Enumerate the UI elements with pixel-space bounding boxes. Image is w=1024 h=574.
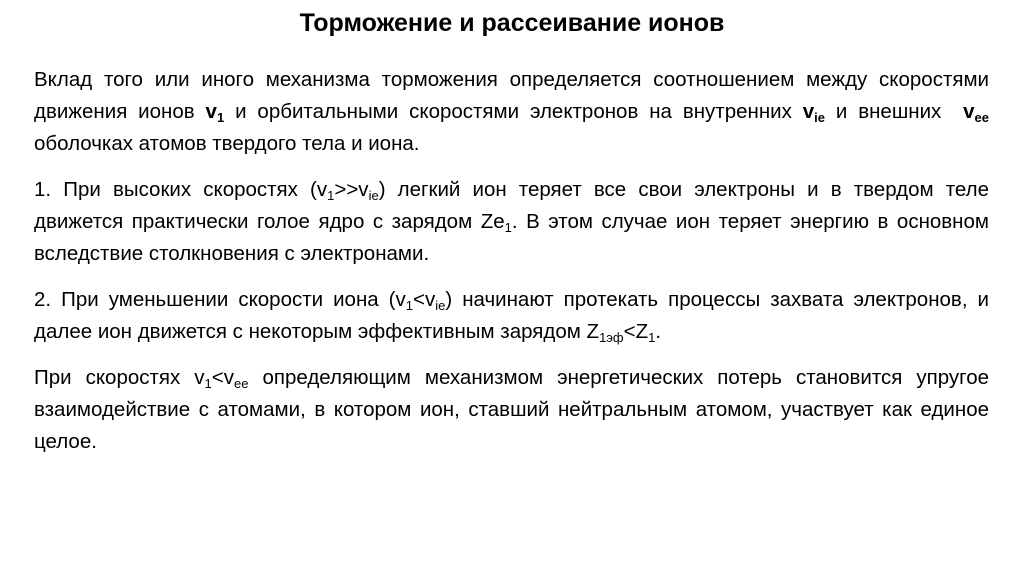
- subscript: ie: [435, 298, 446, 313]
- text-run: оболочках атомов твердого тела и иона.: [34, 132, 420, 155]
- symbol-base: v: [205, 100, 217, 123]
- symbol-v1: [206, 100, 225, 123]
- subscript: 1: [504, 220, 512, 235]
- text-run: ) начинают протекать процессы захвата электронов, и далее ион движется с некоторым эффективным зарядом Z: [34, 288, 989, 343]
- symbol-base: v: [802, 100, 815, 123]
- subscript: ie: [368, 188, 379, 203]
- paragraph-intro: [34, 64, 989, 160]
- text-run: <v: [211, 366, 234, 389]
- subscript: 1: [204, 376, 212, 391]
- subscript: 1: [327, 188, 335, 203]
- symbol-subscript: 1: [216, 110, 225, 125]
- symbol-base: v: [963, 100, 975, 123]
- text-run: Вклад того или иного механизма торможения определяется соотношением между скоростями движения ионов: [34, 68, 989, 123]
- text-run: .: [655, 320, 662, 343]
- text-run: и внешних: [824, 100, 964, 123]
- text-run: . В этом случае ион теряет энергию в основном вследствие столкновения с электронами.: [34, 210, 989, 265]
- symbol-vie: [803, 100, 825, 123]
- slide-body: [34, 64, 989, 472]
- text-run: <Z: [623, 320, 649, 343]
- paragraph-reduced-speed: [34, 284, 989, 348]
- text-run: 1. При высоких скоростях (v: [34, 178, 328, 201]
- symbol-vee: [963, 100, 989, 123]
- text-run: >>v: [334, 178, 369, 201]
- slide-title: Торможение и рассеивание ионов: [299, 9, 725, 37]
- symbol-subscript: ee: [974, 110, 989, 125]
- text-run: ) легкий ион теряет все свои электроны и в твердом теле движется практически голое ядро с зарядом Ze: [34, 178, 989, 233]
- text-run: 2. При уменьшении скорости иона (v: [34, 288, 406, 311]
- text-run: определяющим механизмом энергетических потерь становится упругое взаимодействие с атомами, в котором ион, ставший нейтральным атомом, участвует как единое целое.: [34, 366, 989, 453]
- symbol-subscript: ie: [814, 110, 825, 125]
- text-run: <v: [413, 288, 436, 311]
- subscript: ee: [233, 376, 249, 391]
- text-run: и орбитальными скоростями электронов на внутренних: [224, 100, 803, 123]
- subscript: 1эф: [599, 330, 624, 345]
- text-run: При скоростях v: [34, 366, 205, 389]
- paragraph-low-speed: [34, 362, 989, 458]
- subscript: 1: [405, 298, 413, 313]
- subscript: 1: [648, 330, 656, 345]
- paragraph-high-speed: [34, 174, 989, 270]
